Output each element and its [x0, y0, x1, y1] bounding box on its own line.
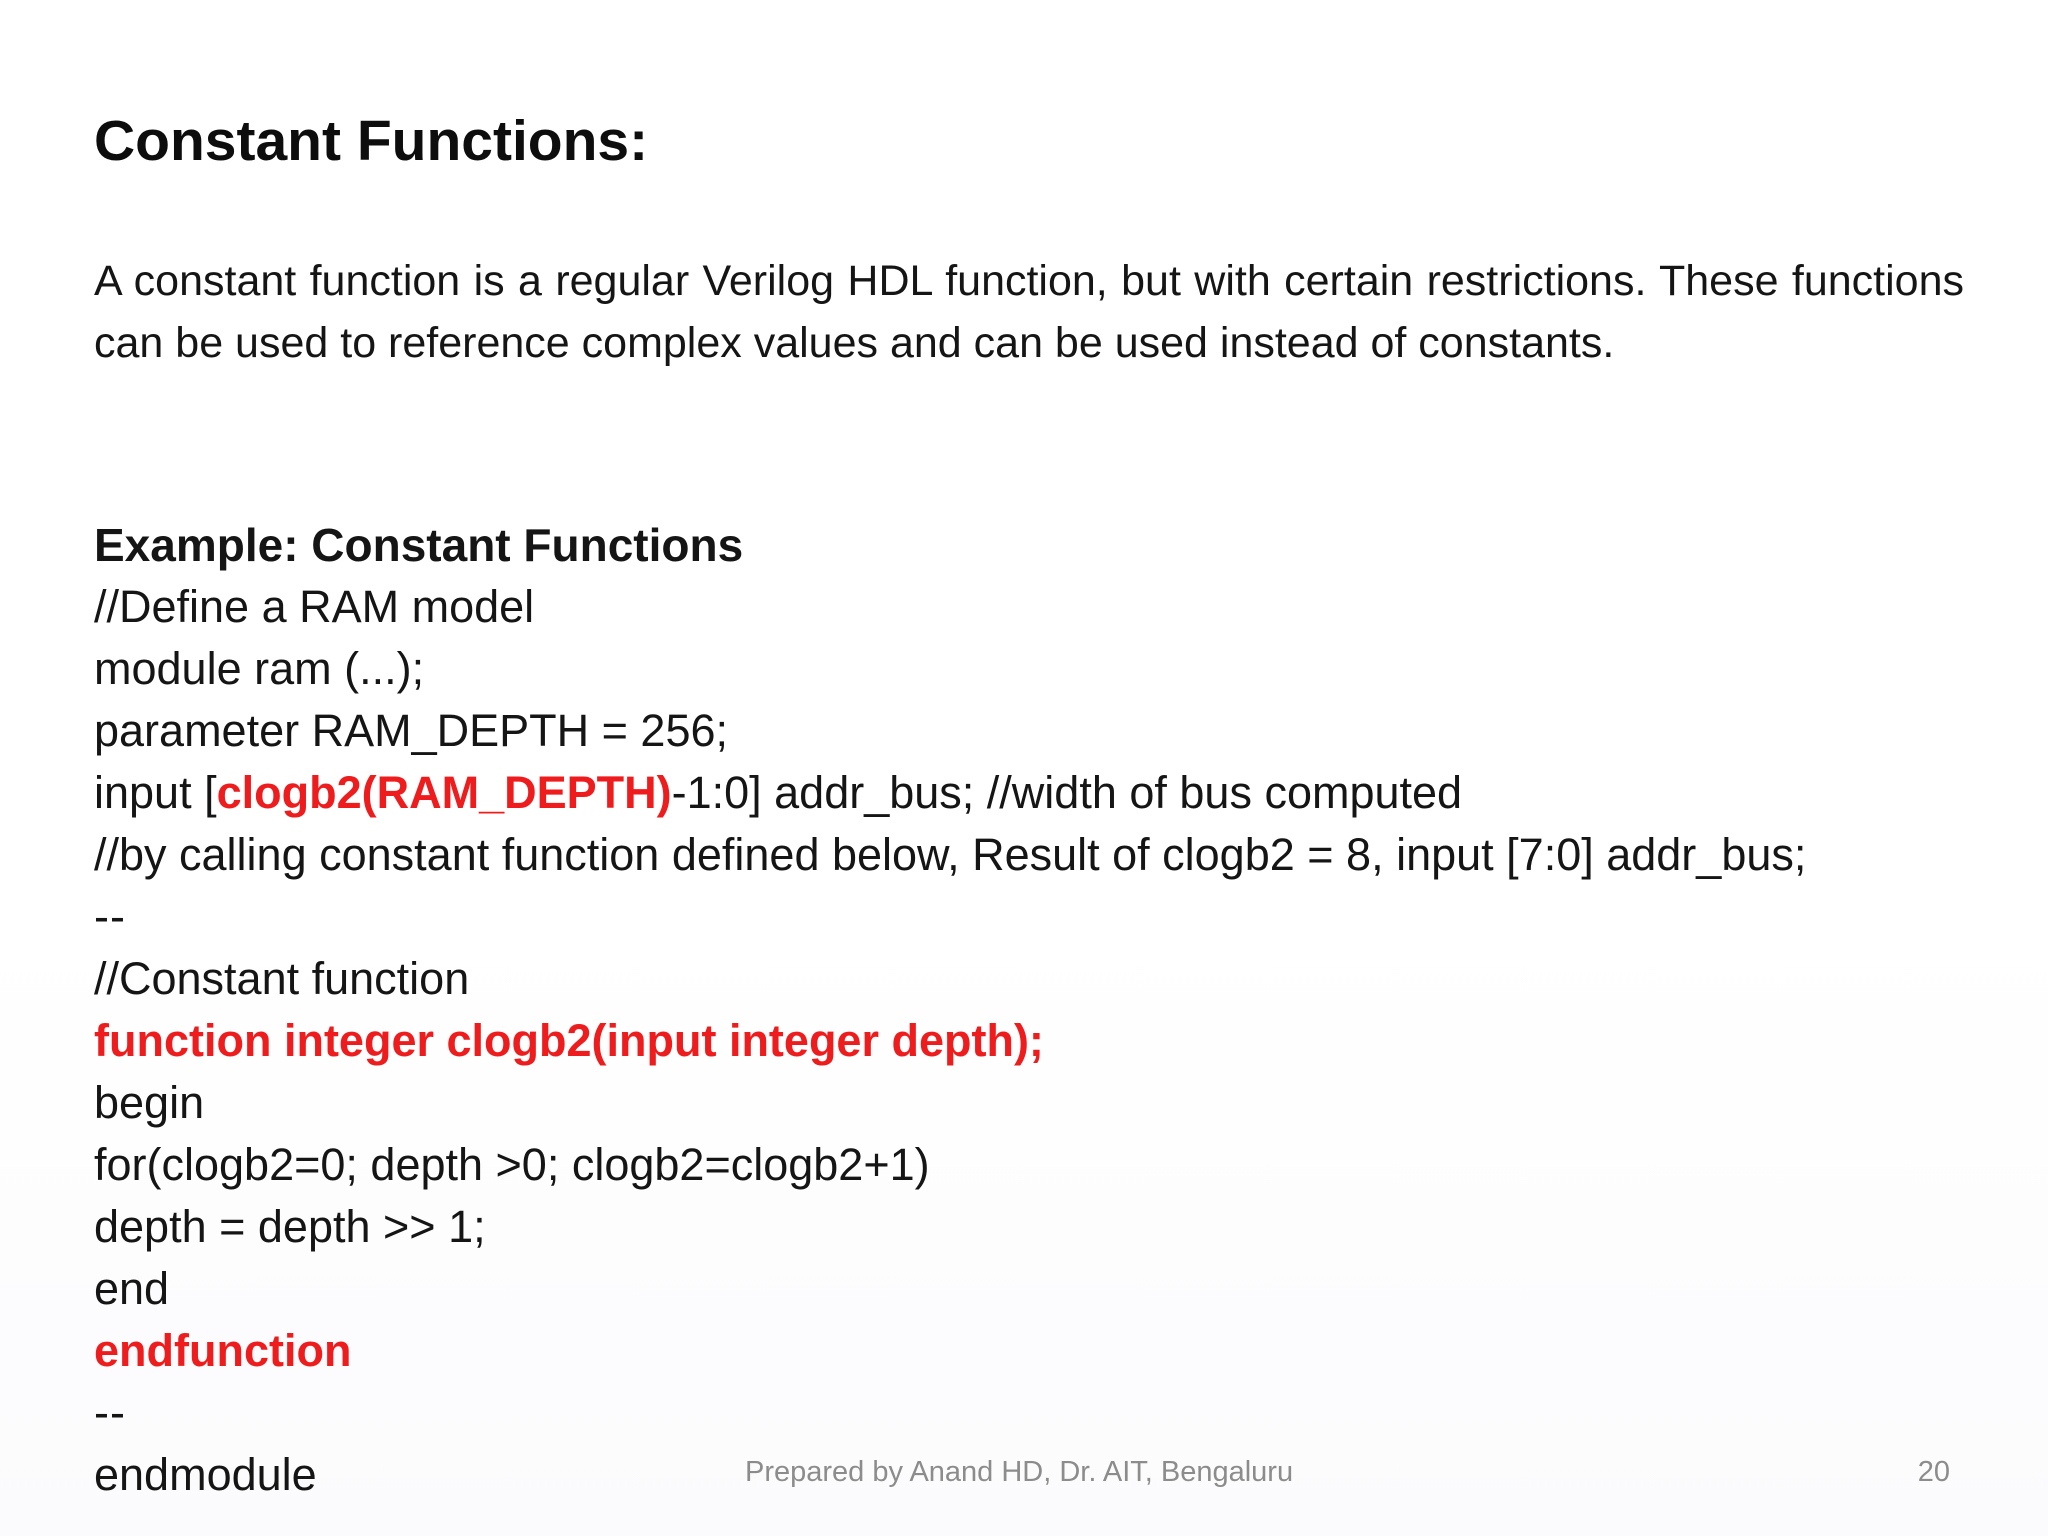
code-line: endmodule [94, 1449, 317, 1500]
code-line: depth = depth >> 1; [94, 1201, 486, 1252]
code-line: //Constant function [94, 953, 470, 1004]
code-line: end [94, 1263, 170, 1314]
example-heading: Example: Constant Functions [94, 519, 744, 571]
code-line: //by calling constant function defined below, Result of clogb2 = 8, input [7:0] addr_bus; [94, 829, 1807, 880]
slide-title: Constant Functions: [94, 109, 649, 173]
code-text: input [ [94, 767, 217, 818]
code-separator: -- [94, 891, 126, 942]
code-line: begin [94, 1077, 205, 1128]
code-line: module ram (...); [94, 643, 425, 694]
code-example [94, 514, 1994, 1506]
code-line: for(clogb2=0; depth >0; clogb2=clogb2+1) [94, 1139, 930, 1190]
intro-paragraph: A constant function is a regular Verilog HDL function, but with certain restrictions. These functions can be used to reference complex values and can be used instead of constants. [94, 257, 1964, 367]
code-text: -1:0] addr_bus; //width of bus computed [671, 767, 1463, 818]
code-line: //Define a RAM model [94, 581, 535, 632]
code-line: parameter RAM_DEPTH = 256; [94, 705, 728, 756]
slide-footer: Prepared by Anand HD, Dr. AIT, Bengaluru [745, 1456, 1294, 1488]
highlighted-code-line: function integer clogb2(input integer depth); [94, 1015, 1044, 1066]
highlighted-code: clogb2(RAM_DEPTH) [216, 767, 672, 818]
page-number: 20 [1917, 1456, 1950, 1488]
code-separator: -- [94, 1387, 126, 1438]
code-line-input [94, 762, 1994, 824]
highlighted-code-line: endfunction [94, 1325, 352, 1376]
